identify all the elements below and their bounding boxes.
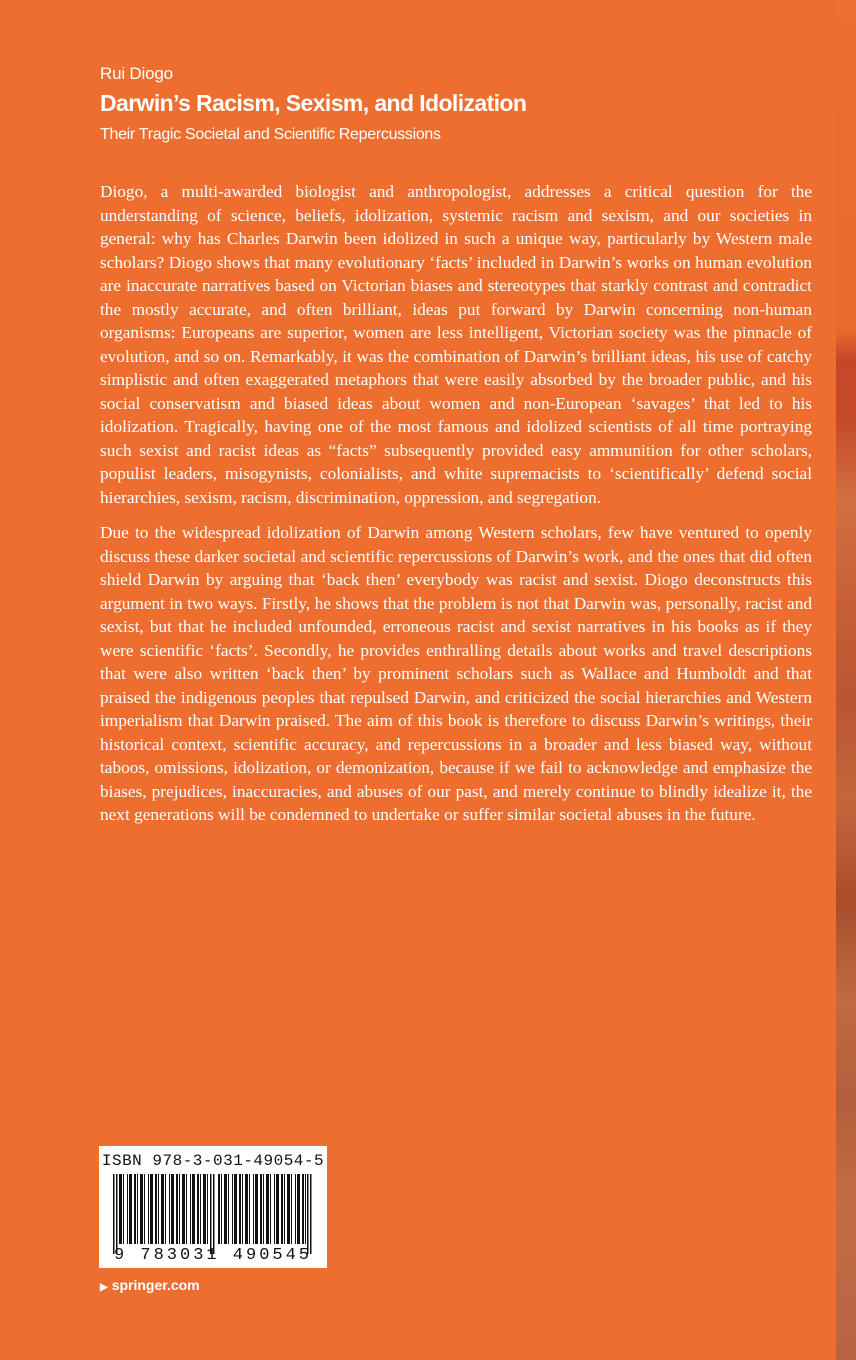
barcode-guard-middle (210, 1174, 216, 1254)
book-title: Darwin’s Racism, Sexism, and Idolization (100, 90, 527, 116)
blurb-paragraph-2: Due to the widespread idolization of Darwin among Western scholars, few have ventured to openly discuss these darker societal and scientific repercussions of Darwin’s work, and the ones that did often shield Darwin by arguing that ‘back then’ everybody was racist and sexist. Diogo deconstructs this argument in two ways. Firstly, he shows that the problem is not that Darwin was, personally, racist and sexist, but that he included unfounded, erroneous racist and sexist narratives in his books as if they were scientific ‘facts’. Secondly, he provides enthralling details about works and travel descriptions that were also written ‘back then’ by prominent scholars such as Wallace and Humboldt and that praised the indigenous peoples that repulsed Darwin, and criticized the social hierarchies and Western imperialism that Darwin praised. The aim of this book is therefore to discuss Darwin’s writings, their historical context, scientific accuracy, and repercussions in a broader and less biased way, without taboos, omissions, idolization, or demonization, because if we fail to acknowledge and emphasize the biases, prejudices, inaccuracies, and abuses of our past, and merely continue to blindly idealize it, the next generations will be condemned to undertake or suffer similar societal abuses in the future. (100, 523, 812, 824)
isbn-label: ISBN 978-3-031-49054-5 (101, 1152, 325, 1170)
barcode-digits: 9 783031 490545 (113, 1246, 313, 1265)
publisher-link[interactable] (100, 1277, 200, 1293)
barcode-guard-left (113, 1174, 119, 1254)
author-name: Rui Diogo (100, 64, 173, 83)
publisher-link-text: springer.com (111, 1277, 200, 1293)
barcode-guard-right (307, 1174, 313, 1254)
spine-edge (836, 0, 856, 1360)
blurb-paragraph-1: Diogo, a multi-awarded biologist and anthropologist, addresses a critical question for the understanding of science, beliefs, idolization, systemic racism and sexism, and our societies in general: why has Charles Darwin been idolized in such a unique way, particularly by Western male scholars? Diogo shows that many evolutionary ‘facts’ included in Darwin’s works on human evolution are inaccurate narratives based on Victorian biases and stereotypes that starkly contrast and contradict the mostly accurate, and often brilliant, ideas put forward by Darwin concerning non-human organisms: Europeans are superior, women are less intelligent, Victorian society was the pinnacle of evolution, and so on. Remarkably, it was the combination of Darwin’s brilliant ideas, his use of catchy simplistic and often exaggerated metaphors that were easily absorbed by the broader public, and his social conservatism and biased ideas about women and non-European ‘savages’ that led to his idolization. Tragically, having one of the most famous and idolized scientists of all time portraying such sexist and racist ideas as “facts” subsequently provided easy ammunition for other scholars, populist leaders, misogynists, colonialists, and white supremacists to ‘scientifically’ defend social hierarchies, sexism, racism, discrimination, oppression, and segregation. (100, 182, 812, 507)
blurb (100, 180, 812, 839)
arrow-right-icon: ▶ (100, 1282, 108, 1293)
book-subtitle: Their Tragic Societal and Scientific Repercussions (100, 126, 441, 143)
isbn-barcode (99, 1146, 327, 1268)
